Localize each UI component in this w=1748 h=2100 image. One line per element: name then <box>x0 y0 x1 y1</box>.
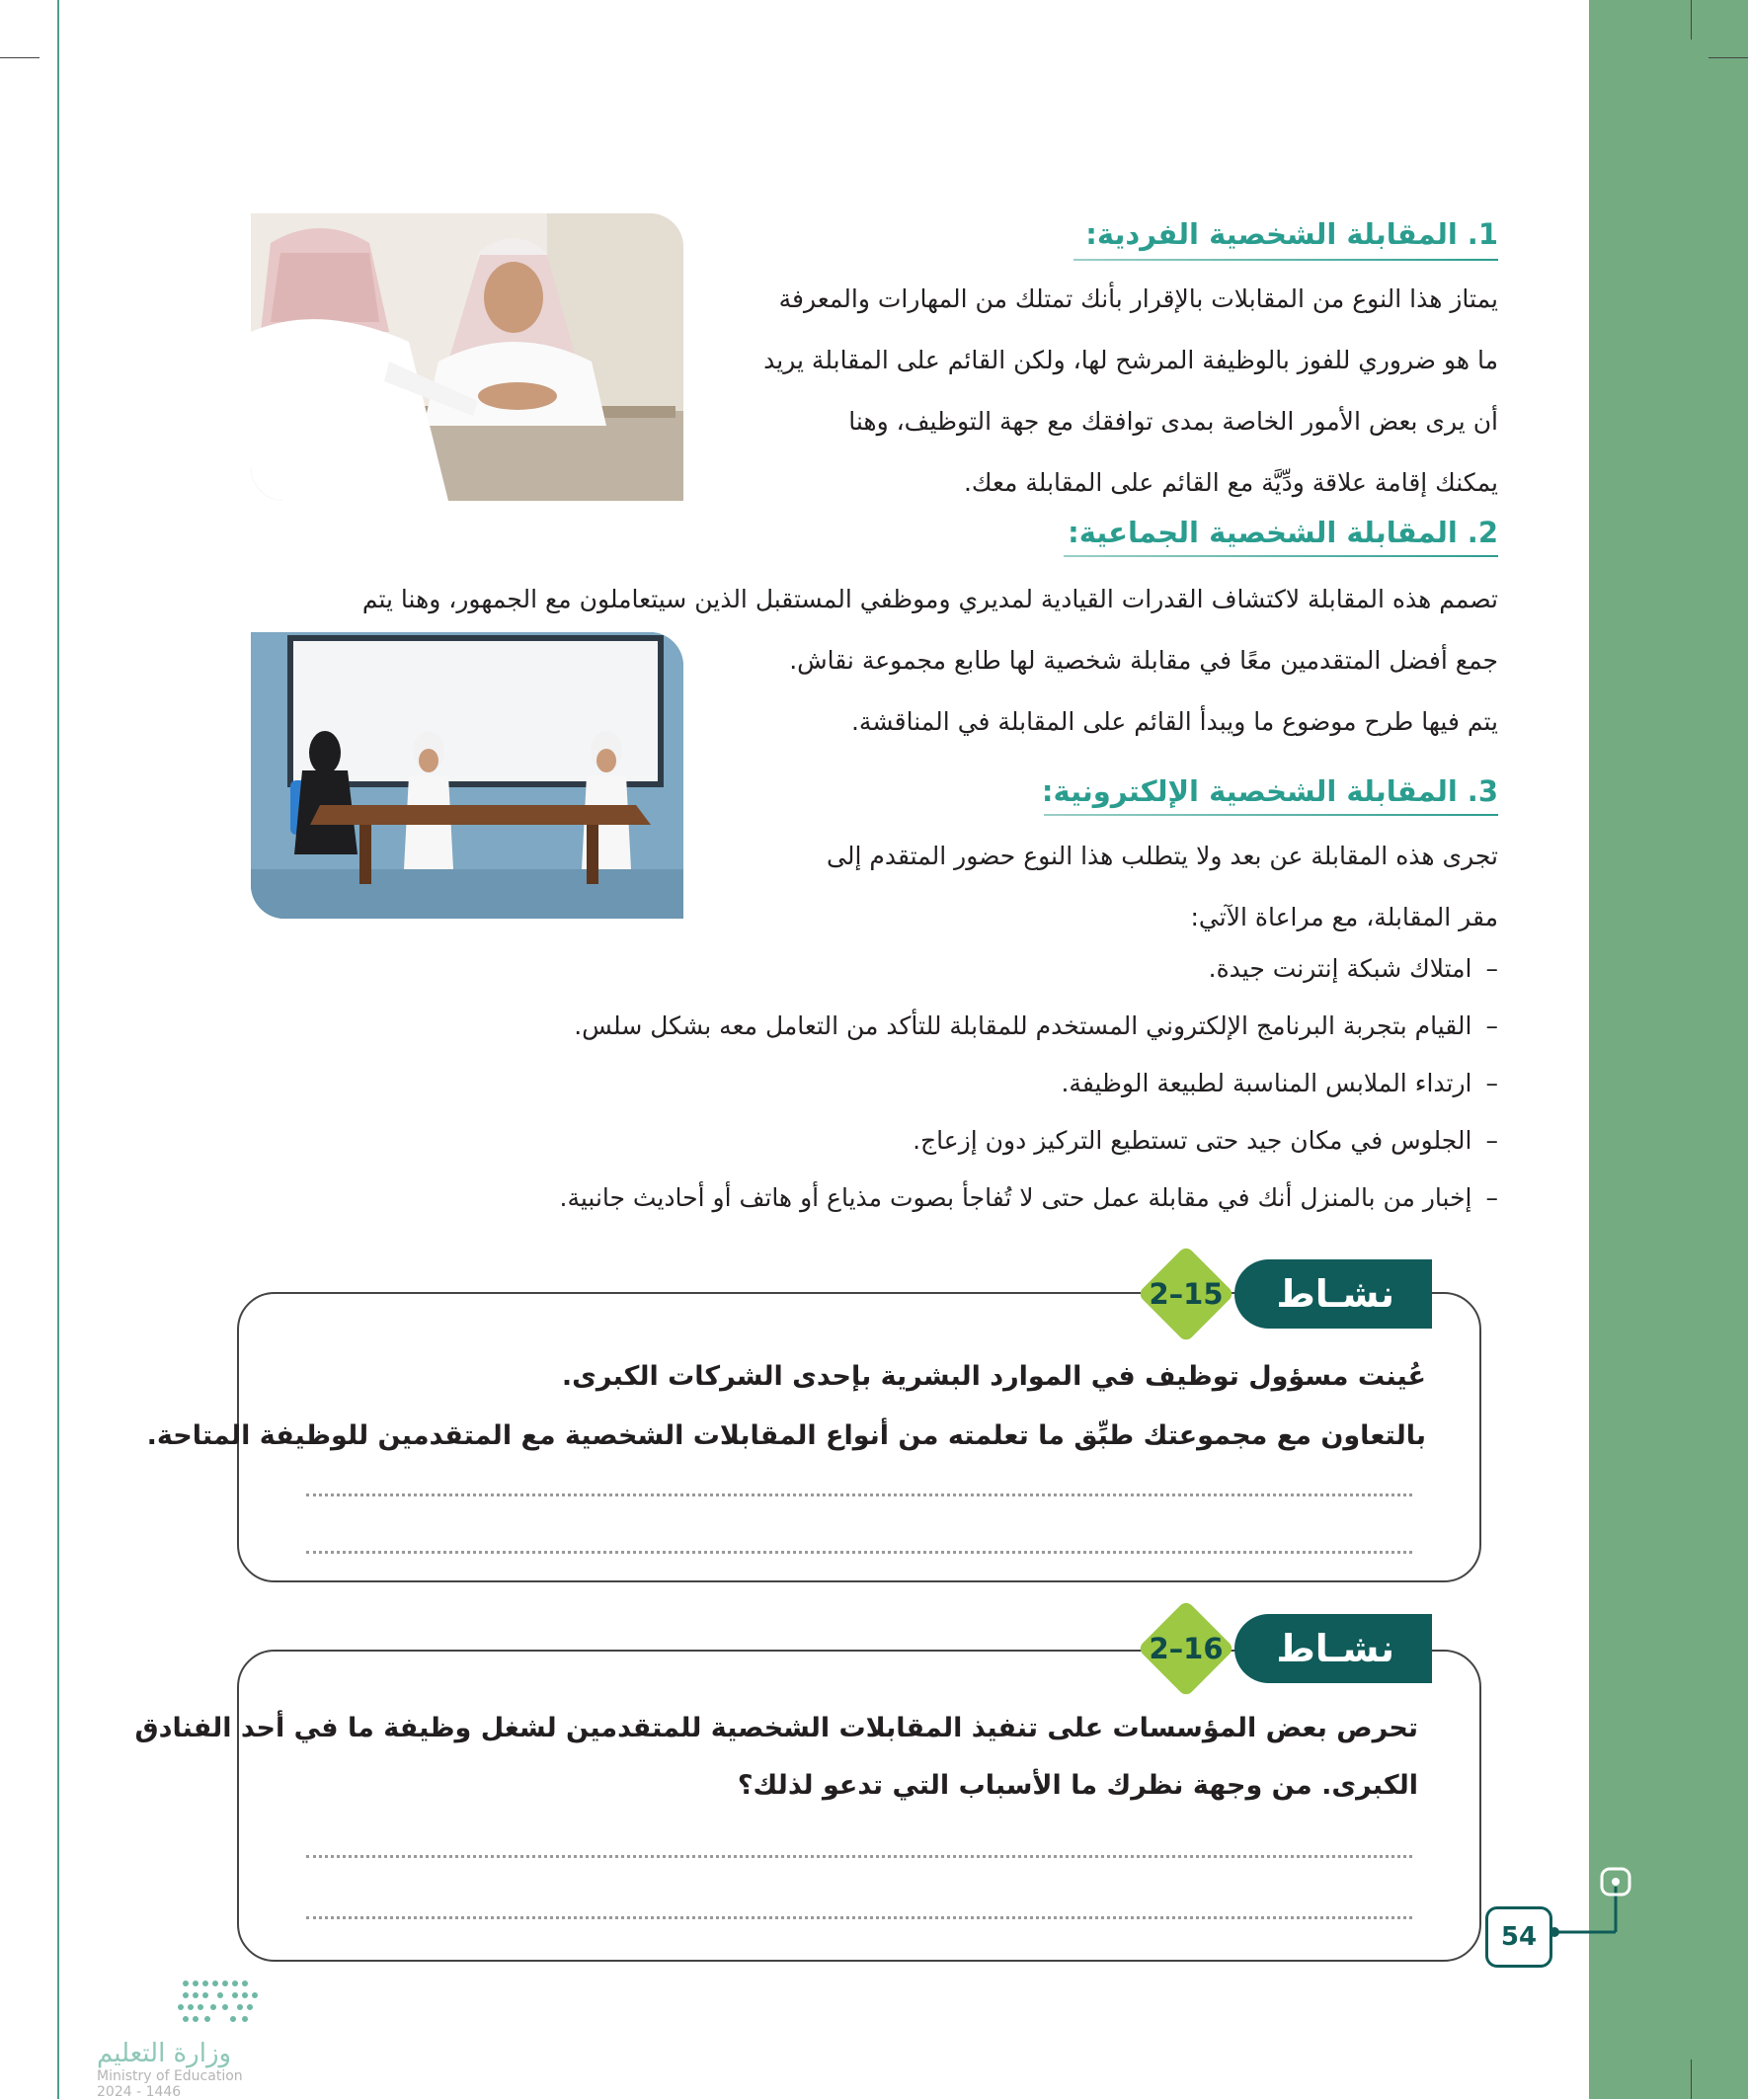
answer-line[interactable] <box>306 1916 1412 1919</box>
activity1-tab: نشـاط <box>1234 1259 1432 1329</box>
bullet-text: ارتداء الملابس المناسبة لطبيعة الوظيفة. <box>1061 1069 1472 1097</box>
section3-underline <box>1044 814 1498 816</box>
section2-line: يتم فيها طرح موضوع ما ويبدأ القائم على المقابلة في المناقشة. <box>850 707 1498 736</box>
activity2-line: تحرص بعض المؤسسات على تنفيذ المقابلات الشخصية للمتقدمين لشغل وظيفة ما في أحد الفنادق <box>134 1713 1418 1743</box>
activity2-code: 2–16 <box>1149 1632 1224 1665</box>
bullet-item <box>1209 954 1498 983</box>
activity1-code-badge <box>1138 1246 1234 1342</box>
ministry-year: 2024 - 1446 <box>97 2084 182 2100</box>
section2-paragraph <box>244 569 1498 630</box>
section3-title: المقابلة الشخصية الإلكترونية: <box>1041 774 1458 808</box>
bullet-item <box>574 1011 1498 1040</box>
ministry-dots-icon <box>97 1976 265 2035</box>
crop-mark <box>1708 57 1748 58</box>
bullet-item <box>560 1183 1499 1212</box>
section3-number: 3. <box>1467 774 1498 808</box>
section1-line: يمكنك إقامة علاقة ودِّيَّة مع القائم على المقابلة معك. <box>963 468 1498 497</box>
crop-mark <box>0 57 40 58</box>
section1-title: المقابلة الشخصية الفردية: <box>1085 217 1458 251</box>
ministry-arabic-name: وزارة التعليم <box>97 2039 232 2068</box>
section2-line: تصمم هذه المقابلة لاكتشاف القدرات القيادية لمديري وموظفي المستقبل الذين سيتعاملون مع الجمهور، وهنا يتم <box>361 585 1498 613</box>
section1-underline <box>1073 259 1498 261</box>
page-connector-icon <box>1547 1867 1635 1946</box>
section2-title: المقابلة الشخصية الجماعية: <box>1068 516 1458 549</box>
activity2-box <box>237 1650 1481 1962</box>
section3-line: مقر المقابلة، مع مراعاة الآتي: <box>1190 903 1498 931</box>
activity2-tab: نشـاط <box>1234 1614 1432 1683</box>
bullet-item <box>1061 1069 1498 1097</box>
section1-paragraph <box>748 269 1498 514</box>
section1-number: 1. <box>1467 217 1498 251</box>
activity2-code-badge <box>1138 1600 1234 1697</box>
bullet-text: إخبار من بالمنزل أنك في مقابلة عمل حتى لا تُفاجأ بصوت مذياع أو هاتف أو أحاديث جانبية. <box>559 1183 1472 1212</box>
section3-heading <box>1042 774 1498 808</box>
side-color-band <box>1589 0 1748 2099</box>
crop-mark <box>1691 0 1692 40</box>
activity1-line: عُينت مسؤول توظيف في الموارد البشرية بإحدى الشركات الكبرى. <box>561 1361 1426 1392</box>
answer-line[interactable] <box>306 1551 1412 1554</box>
section1-line: أن يرى بعض الأمور الخاصة بمدى توافقك مع جهة التوظيف، وهنا <box>848 407 1498 436</box>
section3-line: تجرى هذه المقابلة عن بعد ولا يتطلب هذا النوع حضور المتقدم إلى <box>827 842 1498 870</box>
bullet-dash: – <box>1485 1126 1498 1155</box>
section1-line: ما هو ضروري للفوز بالوظيفة المرشح لها، ولكن القائم على المقابلة يريد <box>763 346 1498 374</box>
answer-line[interactable] <box>306 1494 1412 1496</box>
ministry-english-name: Ministry of Education <box>97 2068 243 2084</box>
bullet-text: امتلاك شبكة إنترنت جيدة. <box>1208 954 1472 983</box>
bullet-text: الجلوس في مكان جيد حتى تستطيع التركيز دون إزعاج. <box>913 1126 1472 1155</box>
bullet-dash: – <box>1485 1183 1498 1212</box>
section2-underline <box>1064 555 1498 557</box>
activity1-code: 2–15 <box>1149 1277 1224 1311</box>
section2-number: 2. <box>1467 516 1498 549</box>
left-margin-rule <box>57 0 59 2099</box>
activity2-line: الكبرى. من وجهة نظرك ما الأسباب التي تدعو لذلك؟ <box>737 1770 1418 1801</box>
section1-line: يمتاز هذا النوع من المقابلات بالإقرار بأنك تمتلك من المهارات والمعرفة <box>778 284 1498 313</box>
individual-interview-photo <box>251 213 683 501</box>
bullet-dash: – <box>1485 1069 1498 1097</box>
section3-paragraph <box>748 826 1498 948</box>
section2-heading <box>1068 516 1498 549</box>
crop-mark <box>1691 2060 1692 2099</box>
page-number: 54 <box>1485 1906 1552 1968</box>
ministry-logo <box>97 1976 294 2100</box>
answer-line[interactable] <box>306 1855 1412 1858</box>
bullet-dash: – <box>1485 954 1498 983</box>
bullet-text: القيام بتجربة البرنامج الإلكتروني المستخدم للمقابلة للتأكد من التعامل معه بشكل سلس. <box>574 1011 1472 1040</box>
section2-line: جمع أفضل المتقدمين معًا في مقابلة شخصية لها طابع مجموعة نقاش. <box>789 646 1498 675</box>
group-interview-illustration <box>251 632 683 919</box>
section1-heading <box>1085 217 1498 251</box>
activity1-line: بالتعاون مع مجموعتك طبِّق ما تعلمته من أنواع المقابلات الشخصية مع المتقدمين للوظيفة المتاحة. <box>146 1420 1426 1451</box>
bullet-item <box>913 1126 1498 1155</box>
section2-paragraph-cont <box>748 630 1498 753</box>
bullet-dash: – <box>1485 1011 1498 1040</box>
